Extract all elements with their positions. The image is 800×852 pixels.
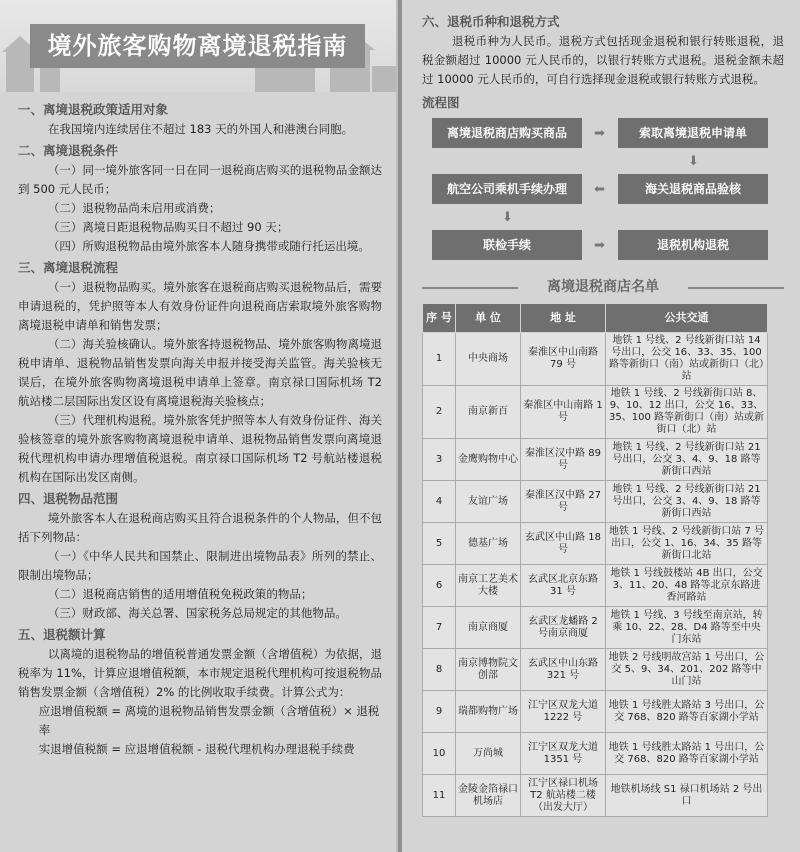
cell-address: 玄武区龙蟠路 2 号南京商厦 [521, 607, 606, 649]
cell-transport: 地铁 2 号线明故宫站 1 号出口，公交 5、9、34、201、202 路等中山门站 [606, 649, 768, 691]
table-row [423, 439, 768, 481]
col-header-index: 序 号 [423, 304, 456, 333]
flow-step-6: 退税机构退税 [618, 230, 768, 260]
cell-index: 4 [423, 481, 456, 523]
cell-transport: 地铁 1 号线胜太路站 3 号出口，公交 768、820 路等百家湖小学站 [606, 691, 768, 733]
paragraph: （一）《中华人民共和国禁止、限制进出境物品表》所列的禁止、限制出境物品； [18, 549, 382, 582]
cell-index: 9 [423, 691, 456, 733]
cell-index: 5 [423, 523, 456, 565]
cell-transport: 地铁 1 号线、2 号线新街口站 8、9、10、12 出口，公交 16、33、35、100 路等新街口（南）站或新街口（北）站 [606, 386, 768, 439]
table-row [423, 565, 768, 607]
arrow-down-icon: ⬇ [688, 154, 699, 169]
paragraph: 退税币种为人民币。退税方式包括现金退税和银行转账退税，退税金额超过 10000 元人民币的，以银行转账方式退税。退税金额未超过 10000 元人民币的，可自行选择现金退税或银行转账方式退税。 [422, 34, 784, 86]
section-title: 四、退税物品范围 [18, 491, 119, 506]
flowchart [422, 116, 784, 268]
paragraph: （一）退税物品购买。境外旅客在退税商店购买退税物品后，需要申请退税的，凭护照等本人有效身份证件向退税商店索取境外旅客购物离境退税申请单和销售发票； [18, 280, 382, 332]
paragraph: （三）财政部、海关总署、国家税务总局规定的其他物品。 [47, 606, 347, 620]
cell-transport: 地铁 1 号线胜太路站 1 号出口，公交 768、820 路等百家湖小学站 [606, 733, 768, 775]
cell-store: 南京商厦 [456, 607, 521, 649]
cell-address: 玄武区中山东路 321 号 [521, 649, 606, 691]
table-row [423, 775, 768, 817]
cell-transport: 地铁 1 号线、2 号线新街口站 21 号出口，公交 3、4、9、18 路等新街口西站 [606, 481, 768, 523]
flow-title: 流程图 [422, 95, 460, 110]
page-title: 境外旅客购物离境退税指南 [47, 32, 348, 60]
cell-store: 南京工艺美术大楼 [456, 565, 521, 607]
cell-store: 南京新百 [456, 386, 521, 439]
cell-transport: 地铁机场线 S1 禄口机场站 2 号出口 [606, 775, 768, 817]
cell-address: 秦淮区汉中路 27 号 [521, 481, 606, 523]
flow-step-4: 航空公司乘机手续办理 [432, 174, 582, 204]
cell-transport: 地铁 1 号线、2 号线新街口站 7 号出口，公交 1、16、34、35 路等新街口北站 [606, 523, 768, 565]
cell-transport: 地铁 1 号线、3 号线至南京站，转乘 10、22、28、D4 路等至中央门东站 [606, 607, 768, 649]
cell-transport: 地铁 1 号线、2 号线新街口站 14 号出口，公交 16、33、35、100 路等新街口（南）站或新街口（北）站 [606, 333, 768, 386]
title-banner [30, 24, 365, 68]
col-header-store: 单 位 [456, 304, 521, 333]
flow-step-3: 海关退税商品验核 [618, 174, 768, 204]
formula: 实退增值税额 = 应退增值税额 - 退税代理机构办理退税手续费 [38, 742, 355, 756]
cell-index: 11 [423, 775, 456, 817]
section-title: 一、离境退税政策适用对象 [18, 102, 169, 117]
section-3 [18, 258, 382, 487]
paragraph: （二）海关验核确认。境外旅客持退税物品、境外旅客购物离境退税申请单、退税物品销售发票向海关申报并接受海关监管。海关验核无误后，在境外旅客购物离境退税申请单上签章。南京禄口国际机场 T2 航站楼二层国际出发区设有离境退税海关验核点； [18, 337, 382, 408]
cell-index: 1 [423, 333, 456, 386]
table-row [423, 481, 768, 523]
right-panel [402, 0, 800, 852]
section-2 [18, 141, 382, 256]
flow-step-1: 离境退税商店购买商品 [432, 118, 582, 148]
cell-address: 秦淮区中山南路 79 号 [521, 333, 606, 386]
col-header-address: 地 址 [521, 304, 606, 333]
section-5 [18, 625, 382, 759]
table-row [423, 523, 768, 565]
cell-store: 德基广场 [456, 523, 521, 565]
paragraph: 在我国境内连续居住不超过 183 天的外国人和港澳台同胞。 [47, 122, 354, 136]
cell-index: 7 [423, 607, 456, 649]
table-body [423, 333, 768, 817]
store-list-title [422, 278, 784, 297]
cell-store: 万尚城 [456, 733, 521, 775]
table-row [423, 386, 768, 439]
cell-address: 秦淮区中山南路 1 号 [521, 386, 606, 439]
cell-address: 玄武区中山路 18 号 [521, 523, 606, 565]
paragraph: （一）同一境外旅客同一日在同一退税商店购买的退税物品金额达到 500 元人民币； [18, 163, 382, 196]
table-row [423, 607, 768, 649]
table-row [423, 733, 768, 775]
cell-index: 8 [423, 649, 456, 691]
cell-store: 瑞都购物广场 [456, 691, 521, 733]
left-panel [0, 0, 398, 852]
arrow-right-icon: ➡ [594, 126, 605, 141]
cell-index: 10 [423, 733, 456, 775]
cell-transport: 地铁 1 号线、2 号线新街口站 21 号出口，公交 3、4、9、18 路等新街口西站 [606, 439, 768, 481]
paragraph: （三）代理机构退税。境外旅客凭护照等本人有效身份证件、海关验核签章的境外旅客购物离境退税申请单、退税物品销售发票向离境退税代理机构申请办理增值税退税。南京禄口国际机场 T2 号航站楼退税机构在国际出发区南侧。 [18, 413, 382, 484]
section-title: 三、离境退税流程 [18, 260, 119, 275]
cell-store: 中央商场 [456, 333, 521, 386]
table-row [423, 691, 768, 733]
flow-step-2: 索取离境退税申请单 [618, 118, 768, 148]
guide-body [0, 92, 396, 759]
section-title: 六、退税币种和退税方式 [422, 14, 560, 29]
store-list-title-text: 离境退税商店名单 [547, 279, 659, 295]
section-4 [18, 489, 382, 623]
cell-address: 玄武区北京东路 31 号 [521, 565, 606, 607]
cell-index: 6 [423, 565, 456, 607]
cell-address: 江宁区禄口机场 T2 航站楼二楼（出发大厅） [521, 775, 606, 817]
paragraph: （二）退税商店销售的适用增值税免税政策的物品； [47, 587, 313, 601]
col-header-transport: 公共交通 [606, 304, 768, 333]
section-1 [18, 100, 382, 139]
cell-store: 南京博物院文创部 [456, 649, 521, 691]
cell-address: 江宁区双龙大道 1351 号 [521, 733, 606, 775]
paragraph: 境外旅客本人在退税商店购买且符合退税条件的个人物品，但不包括下列物品： [18, 511, 382, 544]
cell-transport: 地铁 1 号线鼓楼站 4B 出口，公交 3、11、20、48 路等北京东路进香河路站 [606, 565, 768, 607]
arrow-down-icon: ⬇ [502, 210, 513, 225]
cell-index: 3 [423, 439, 456, 481]
paragraph: 以离境的退税物品的增值税普通发票金额（含增值税）为依据，退税率为 11%，计算应退增值税额，本市规定退税代理机构可按退税物品销售发票金额（含增值税）2% 的比例收取手续费。计算公式为： [18, 647, 382, 699]
paragraph: （二）退税物品尚未启用或消费； [47, 201, 221, 215]
section-title: 二、离境退税条件 [18, 143, 119, 158]
cell-index: 2 [423, 386, 456, 439]
table-row [423, 333, 768, 386]
arrow-right-icon: ➡ [594, 238, 605, 253]
header-banner [0, 0, 396, 92]
cell-store: 友谊广场 [456, 481, 521, 523]
cell-store: 金陵金箔禄口机场店 [456, 775, 521, 817]
formula: 应退增值税额 = 离境的退税物品销售发票金额（含增值税）× 退税率 [38, 704, 380, 737]
table-header-row [423, 304, 768, 333]
table-row [423, 649, 768, 691]
arrow-left-icon: ⬅ [594, 182, 605, 197]
section-title: 五、退税额计算 [18, 627, 106, 642]
store-table [422, 303, 768, 817]
cell-address: 江宁区双龙大道 1222 号 [521, 691, 606, 733]
paragraph: （三）离境日距退税物品购买日不超过 90 天； [47, 220, 289, 234]
cell-address: 秦淮区汉中路 89 号 [521, 439, 606, 481]
paragraph: （四）所购退税物品由境外旅客本人随身携带或随行托运出境。 [47, 239, 370, 253]
flow-step-5: 联检手续 [432, 230, 582, 260]
cell-store: 金鹰购物中心 [456, 439, 521, 481]
